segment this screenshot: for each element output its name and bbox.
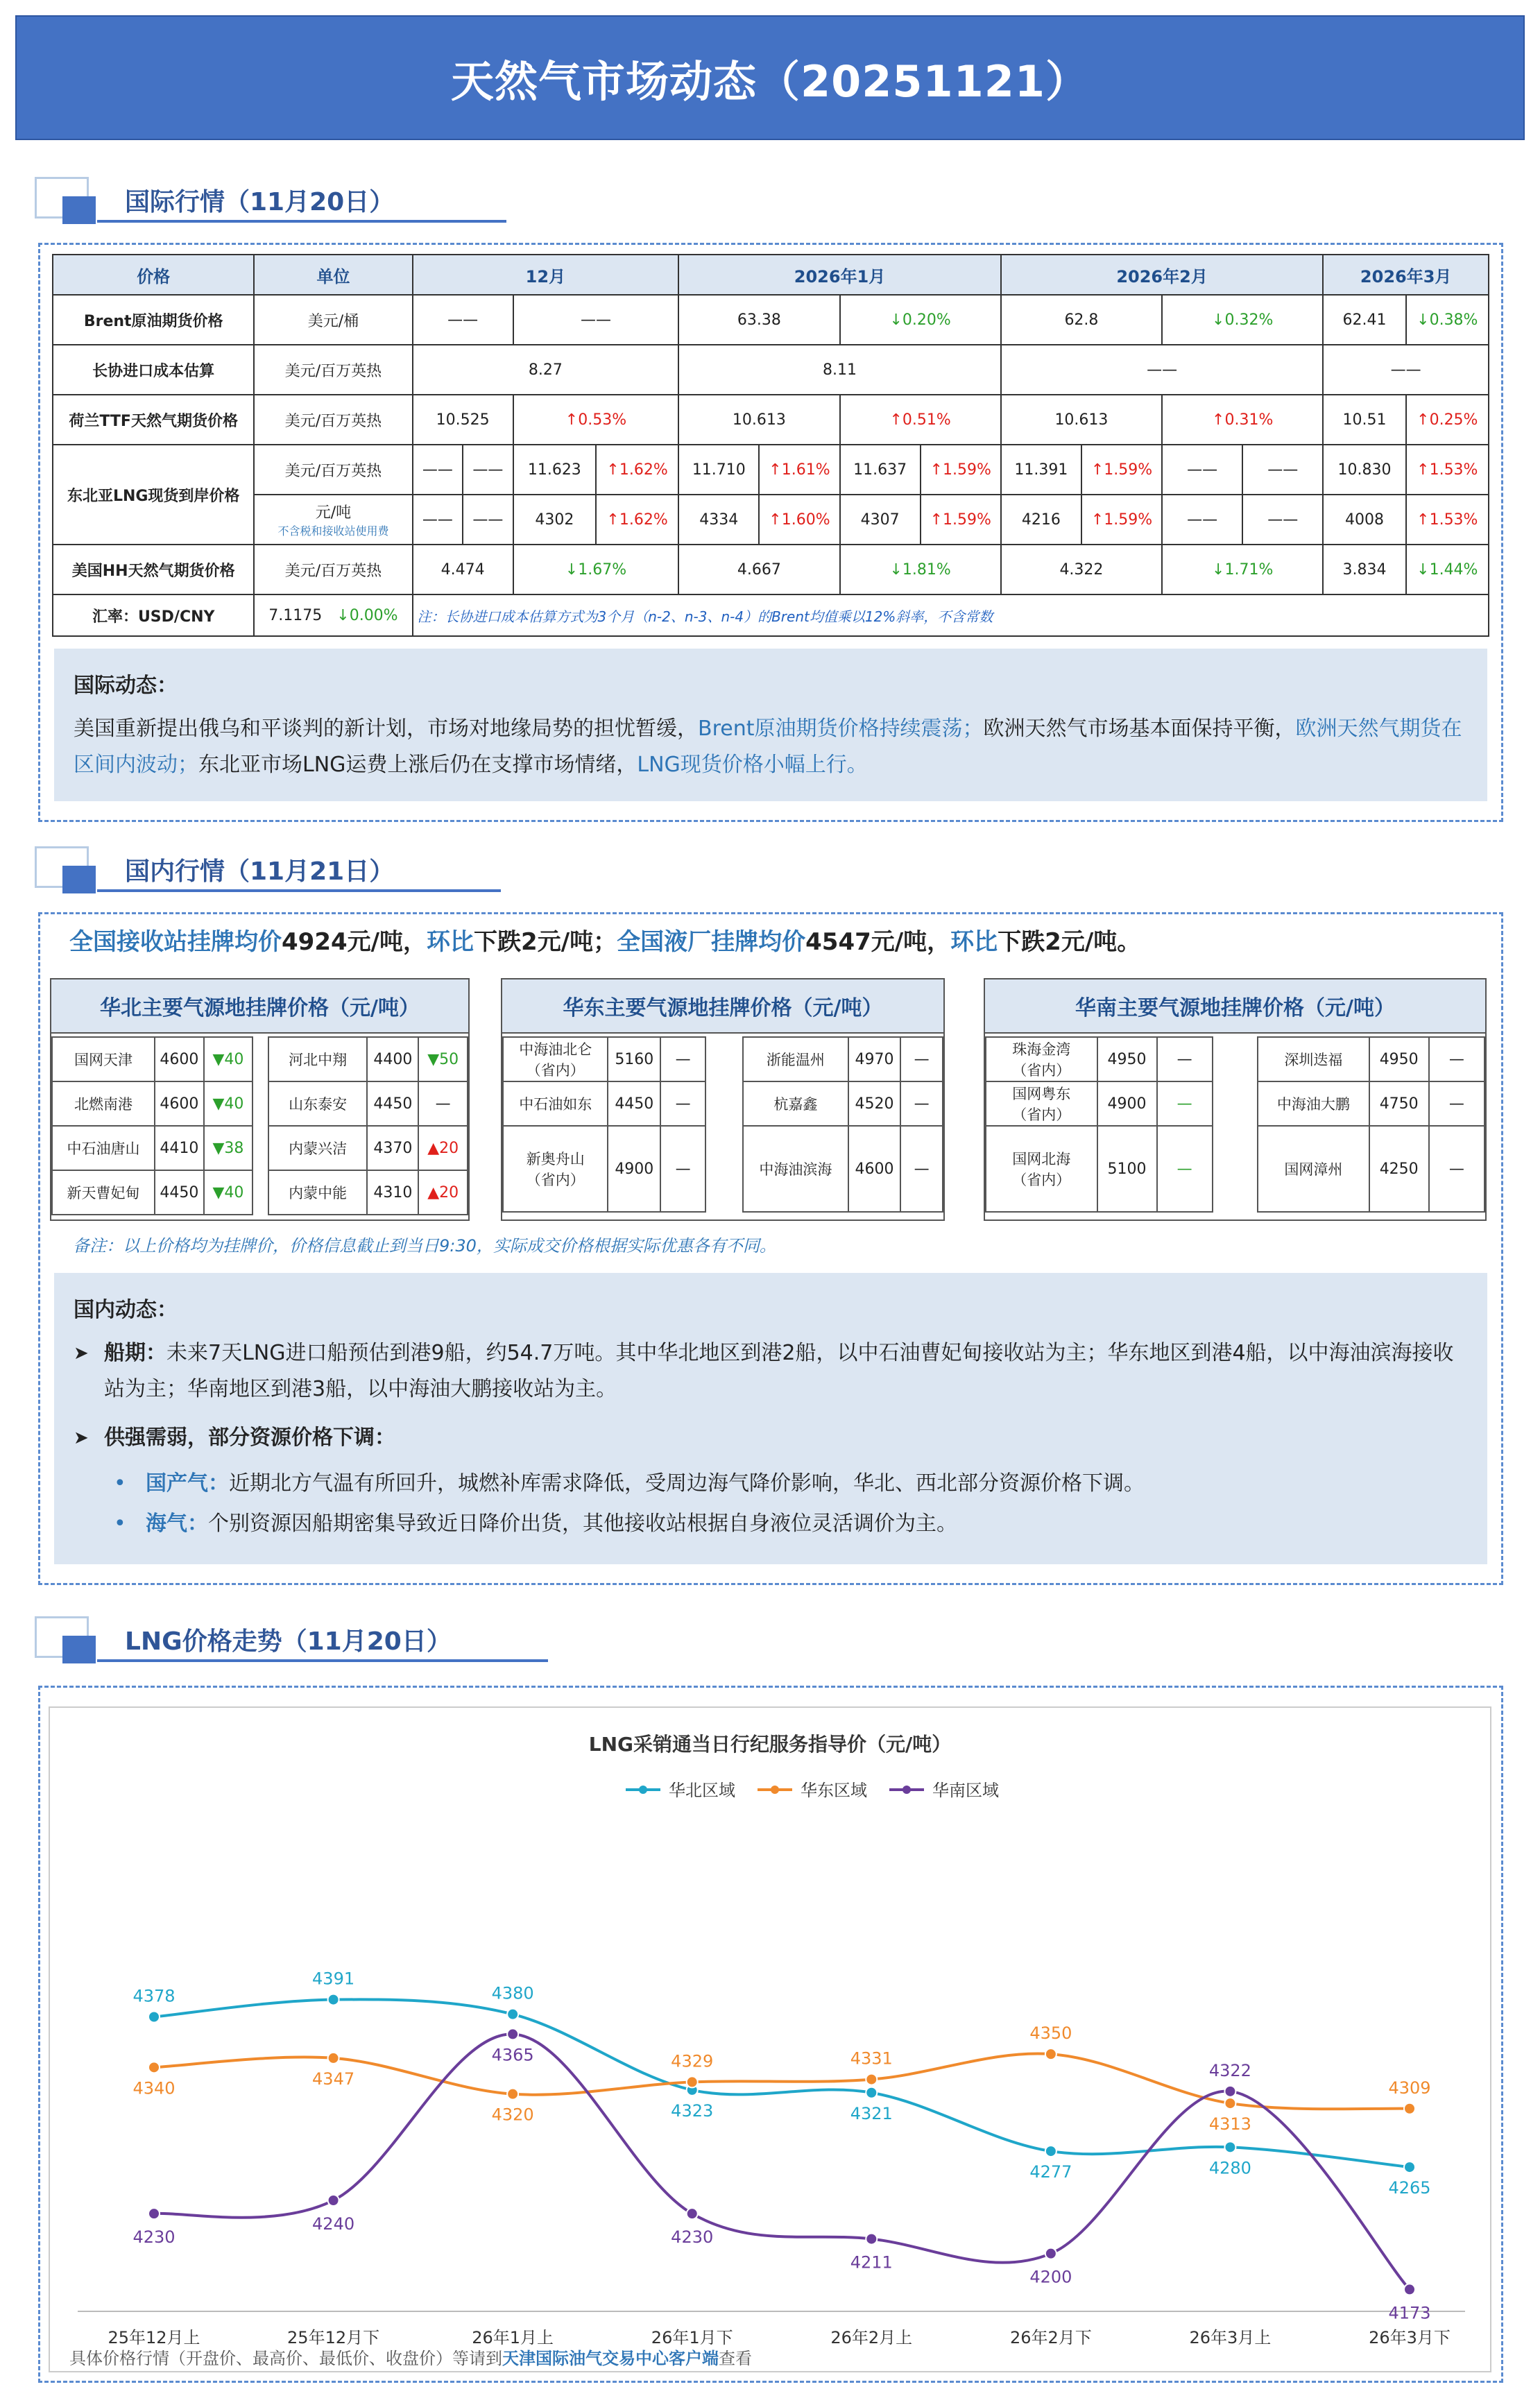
headline-segment: 环比 xyxy=(950,928,998,956)
pipeline-gas-item: • 国产气：近期北方气温有所回升，城燃补库需求降低，受周边海气降价影响，华北、西北部分资源价格下调。 xyxy=(74,1466,1468,1502)
header-mar: 2026年3月 xyxy=(1323,255,1489,295)
headline-segment: 4547元/吨， xyxy=(805,928,951,956)
page-title: 天然气市场动态（20251121） xyxy=(15,15,1525,140)
section-title: 国内行情（11月21日） xyxy=(125,857,395,886)
table-row: 元/吨 不含税和接收站使用费 —— —— 4302 ↑1.62% 4334 ↑1.60% 4307 ↑1.59% 4216 ↑1.59% —— —— 4008 ↑1.53% xyxy=(53,495,1489,545)
source-name: 中海油北仑 （省内） xyxy=(503,1037,608,1081)
south-price-table: 华南主要气源地挂牌价格（元/吨） 珠海金湾 （省内） 4950 — 深圳迭福 4950 — 国网粤东 （省内） 4900 — 中海油大鹏 4750 — 国网北海 （省内） 5100 — 国网漳州 4250 — xyxy=(984,978,1487,1221)
headline-segment: 下跌2元/吨； xyxy=(474,928,617,956)
change-indicator: ▼40 xyxy=(204,1081,253,1126)
data-point xyxy=(507,2009,518,2020)
x-tick-label: 26年1月下 xyxy=(651,2328,733,2347)
change-indicator: ▼38 xyxy=(204,1126,253,1170)
price-value: 4310 xyxy=(367,1170,418,1215)
data-label: 4350 xyxy=(1029,2023,1072,2044)
data-label: 4329 xyxy=(671,2051,714,2071)
data-label: 4265 xyxy=(1388,2178,1431,2198)
price-value: 4900 xyxy=(1097,1081,1157,1126)
change-indicator: — xyxy=(418,1081,468,1126)
intl-dyn-segment: 美国重新提出俄乌和平谈判的新计划，市场对地缘局势的担忧暂缓， xyxy=(74,717,698,741)
data-point xyxy=(328,2053,339,2064)
data-label: 4340 xyxy=(132,2078,176,2098)
headline-segment: 4924元/吨， xyxy=(282,928,427,956)
data-label: 4211 xyxy=(850,2252,893,2273)
change-indicator: — xyxy=(1157,1037,1213,1081)
headline-segment: 全国接收站挂牌均价 xyxy=(69,928,282,956)
price-value: 4600 xyxy=(848,1126,901,1212)
price-value: 4450 xyxy=(367,1081,418,1126)
price-value: 4750 xyxy=(1369,1081,1429,1126)
price-value: 4370 xyxy=(367,1126,418,1170)
table-row: 荷兰TTF天然气期货价格 美元/百万英热 10.525 ↑0.53% 10.613 ↑0.51% 10.613 ↑0.31% 10.51 ↑0.25% xyxy=(53,395,1489,445)
data-label: 4240 xyxy=(312,2214,355,2234)
data-point xyxy=(328,2195,339,2206)
header-feb: 2026年2月 xyxy=(1001,255,1324,295)
source-name: 国网粤东 （省内） xyxy=(986,1081,1097,1126)
table-row: 汇率：USD/CNY 7.1175 ↓0.00% 注：长协进口成本估算方式为3个月（n-2、n-3、n-4）的Brent均值乘以12%斜率，不含常数 xyxy=(53,594,1489,636)
source-name: 中石油唐山 xyxy=(52,1126,155,1170)
source-name: 新奥舟山 （省内） xyxy=(503,1126,608,1212)
data-point xyxy=(687,2076,698,2087)
table-row xyxy=(986,1037,1485,1081)
table-row xyxy=(52,1126,468,1170)
source-name: 中石油如东 xyxy=(503,1081,608,1126)
domestic-headline xyxy=(69,923,1140,957)
price-value: 4410 xyxy=(155,1126,204,1170)
data-label: 4313 xyxy=(1208,2114,1251,2134)
change-indicator: — xyxy=(660,1081,705,1126)
change-indicator: — xyxy=(1429,1037,1485,1081)
data-label: 4320 xyxy=(491,2105,534,2125)
intl-dyn-segment: Brent原油期货价格持续震荡； xyxy=(698,717,984,741)
legend-label: 华南区域 xyxy=(932,1781,999,1800)
section-title: 国际行情（11月20日） xyxy=(125,188,395,216)
x-tick-label: 26年3月上 xyxy=(1189,2328,1272,2347)
x-tick-label: 25年12月上 xyxy=(108,2328,200,2347)
price-value: 4520 xyxy=(848,1081,901,1126)
data-point xyxy=(148,2012,160,2023)
data-label: 4323 xyxy=(671,2100,714,2121)
supply-item: ➤ 供强需弱，部分资源价格下调： xyxy=(74,1420,1468,1456)
north-price-table: 华北主要气源地挂牌价格（元/吨） 国网天津 4600 ▼40 河北中翔 4400 ▼50 北燃南港 4600 ▼40 山东泰安 4450 — 中石油唐山 4410 ▼38 内蒙兴洁 4370 ▲20 新天曹妃甸 4450 ▼40 内蒙中能 4310 ▲20 xyxy=(50,978,470,1221)
data-point xyxy=(687,2208,698,2219)
data-point xyxy=(1224,2141,1235,2152)
header-unit: 单位 xyxy=(254,255,412,295)
section-title: LNG价格走势（11月20日） xyxy=(125,1627,452,1656)
data-label: 4230 xyxy=(132,2227,176,2248)
data-label: 4365 xyxy=(491,2045,534,2065)
price-value: 4600 xyxy=(155,1037,204,1081)
change-indicator: — xyxy=(1429,1081,1485,1126)
source-name: 内蒙中能 xyxy=(268,1170,367,1215)
change-indicator: — xyxy=(1157,1126,1213,1212)
intl-dynamics: 国际动态： 美国重新提出俄乌和平谈判的新计划，市场对地缘局势的担忧暂缓，Brent原油期货价格持续震荡；欧洲天然气市场基本面保持平衡，欧洲天然气期货在区间内波动；东北亚市场LNG运费上涨后仍在支撑市场情绪，LNG现货价格小幅上行。 xyxy=(54,649,1487,801)
header-jan: 2026年1月 xyxy=(678,255,1001,295)
price-remark: 备注：以上价格均为挂牌价，价格信息截止到当日9:30，实际成交价格根据实际优惠各有不同。 xyxy=(73,1236,776,1256)
change-indicator: — xyxy=(1429,1126,1485,1212)
price-value: 4900 xyxy=(608,1126,660,1212)
price-value: 4970 xyxy=(848,1037,901,1081)
headline-segment: 下跌2元/吨。 xyxy=(998,928,1141,956)
client-link[interactable]: 天津国际油气交易中心客户端 xyxy=(502,2349,719,2368)
table-row xyxy=(986,1081,1485,1126)
change-indicator: — xyxy=(1157,1081,1213,1126)
table-row: 东北亚LNG现货到岸价格 美元/百万英热 —— —— 11.623 ↑1.62% 11.710 ↑1.61% 11.637 ↑1.59% 11.391 ↑1.59% —— —— 10.830 ↑1.53% xyxy=(53,445,1489,495)
legend-marker xyxy=(902,1786,911,1794)
shipping-item: ➤ 船期：未来7天LNG进口船预估到港9船，约54.7万吨。其中华北地区到港2船，以中石油曹妃甸接收站为主；华东地区到港4船，以中海油滨海接收站为主；华南地区到港3船，以中海油大鹏接收站为主。 xyxy=(74,1335,1468,1407)
source-name: 河北中翔 xyxy=(268,1037,367,1081)
source-name: 浙能温州 xyxy=(743,1037,848,1081)
change-indicator: ▲20 xyxy=(418,1126,468,1170)
change-indicator: — xyxy=(660,1126,705,1212)
data-label: 4331 xyxy=(850,2048,893,2069)
data-point xyxy=(1224,2098,1235,2109)
data-point xyxy=(328,1994,339,2005)
price-value: 4600 xyxy=(155,1081,204,1126)
data-label: 4277 xyxy=(1029,2162,1072,2182)
data-label: 4347 xyxy=(312,2069,355,2089)
data-label: 4378 xyxy=(132,1986,176,2006)
data-point xyxy=(507,2089,518,2100)
source-name: 深圳迭福 xyxy=(1258,1037,1369,1081)
data-point xyxy=(148,2208,160,2219)
table-row xyxy=(986,1126,1485,1212)
x-tick-label: 26年3月下 xyxy=(1369,2328,1451,2347)
data-label: 4321 xyxy=(850,2103,893,2123)
data-point xyxy=(507,2028,518,2039)
price-value: 5160 xyxy=(608,1037,660,1081)
source-name: 国网漳州 xyxy=(1258,1126,1369,1212)
source-name: 中海油滨海 xyxy=(743,1126,848,1212)
header-price: 价格 xyxy=(53,255,254,295)
data-point xyxy=(1045,2248,1056,2259)
data-label: 4322 xyxy=(1208,2060,1251,2080)
source-name: 山东泰安 xyxy=(268,1081,367,1126)
price-value: 4450 xyxy=(155,1170,204,1215)
source-name: 珠海金湾 （省内） xyxy=(986,1037,1097,1081)
domestic-dynamics: 国内动态： ➤ 船期：未来7天LNG进口船预估到港9船，约54.7万吨。其中华北地区到港2船，以中石油曹妃甸接收站为主；华东地区到港4船，以中海油滨海接收站为主；华南地区到港3船，以中海油大鹏接收站为主。 ➤ 供强需弱，部分资源价格下调： • 国产气：近期北方气温有所回升，城燃补库需求降低，受周边海气降价影响，华北、西北部分资源价格下调。 • 海气：个别资源因船期密集导致近日降价出货，其他接收站根据自身液位灵活调价为主。 xyxy=(54,1273,1487,1564)
x-tick-label: 26年2月上 xyxy=(830,2328,913,2347)
data-point xyxy=(1045,2146,1056,2157)
table-row xyxy=(503,1126,943,1212)
data-label: 4230 xyxy=(671,2227,714,2248)
data-point xyxy=(1224,2086,1235,2097)
data-point xyxy=(1045,2048,1056,2060)
data-point xyxy=(866,2234,877,2245)
east-price-table: 华东主要气源地挂牌价格（元/吨） 中海油北仑 （省内） 5160 — 浙能温州 4970 — 中石油如东 4450 — 杭嘉鑫 4520 — 新奥舟山 （省内） 4900 — 中海油滨海 4600 — xyxy=(501,978,945,1221)
price-value: 4250 xyxy=(1369,1126,1429,1212)
source-name: 新天曹妃甸 xyxy=(52,1170,155,1215)
legend-marker xyxy=(639,1786,647,1794)
source-name: 国网北海 （省内） xyxy=(986,1126,1097,1212)
price-value: 4400 xyxy=(367,1037,418,1081)
change-indicator: — xyxy=(900,1037,943,1081)
data-point xyxy=(1404,2284,1415,2295)
legend-label: 华北区域 xyxy=(669,1781,735,1800)
data-point xyxy=(866,2074,877,2085)
data-point xyxy=(1404,2103,1415,2114)
table-row xyxy=(503,1081,943,1126)
source-name: 内蒙兴洁 xyxy=(268,1126,367,1170)
data-point xyxy=(1404,2162,1415,2173)
sea-gas-item: • 海气：个别资源因船期密集导致近日降价出货，其他接收站根据自身液位灵活调价为主。 xyxy=(74,1506,1468,1542)
headline-segment: 环比 xyxy=(427,928,474,956)
x-tick-label: 26年2月下 xyxy=(1009,2328,1092,2347)
change-indicator: — xyxy=(660,1037,705,1081)
data-label: 4173 xyxy=(1388,2303,1431,2323)
data-label: 4280 xyxy=(1208,2158,1251,2178)
change-indicator: — xyxy=(900,1126,943,1212)
chart-title: LNG采销通当日行纪服务指导价（元/吨） xyxy=(588,1733,952,1756)
source-name: 国网天津 xyxy=(52,1037,155,1081)
data-label: 4380 xyxy=(491,1983,534,2003)
intl-dyn-segment: 东北亚市场LNG运费上涨后仍在支撑市场情绪， xyxy=(198,753,638,777)
table-row: 美国HH天然气期货价格 美元/百万英热 4.474 ↓1.67% 4.667 ↓1.81% 4.322 ↓1.71% 3.834 ↓1.44% xyxy=(53,545,1489,594)
intl-dyn-segment: LNG现货价格小幅上行。 xyxy=(637,753,868,777)
source-name: 北燃南港 xyxy=(52,1081,155,1126)
intl-dyn-segment: 欧洲天然气市场基本面保持平衡， xyxy=(983,717,1296,741)
table-row xyxy=(52,1081,468,1126)
table-row xyxy=(52,1037,468,1081)
data-point xyxy=(866,2087,877,2098)
legend-label: 华东区域 xyxy=(801,1781,867,1800)
change-indicator: ▲20 xyxy=(418,1170,468,1215)
x-tick-label: 25年12月下 xyxy=(287,2328,380,2347)
intl-dynamics-text xyxy=(74,711,1468,783)
price-value: 4950 xyxy=(1369,1037,1429,1081)
table-row xyxy=(503,1037,943,1081)
source-name: 杭嘉鑫 xyxy=(743,1081,848,1126)
intl-price-table xyxy=(52,254,1489,637)
data-point xyxy=(148,2062,160,2073)
change-indicator: — xyxy=(900,1081,943,1126)
lng-chart xyxy=(49,1706,1491,2372)
price-value: 4450 xyxy=(608,1081,660,1126)
price-value: 4950 xyxy=(1097,1037,1157,1081)
data-label: 4200 xyxy=(1029,2267,1072,2287)
footer-note: 具体价格行情（开盘价、最高价、最低价、收盘价）等请到天津国际油气交易中心客户端查看 xyxy=(69,2349,752,2368)
lng-line-chart xyxy=(50,1708,1490,2371)
change-indicator: ▼40 xyxy=(204,1170,253,1215)
table-row: 长协进口成本估算 美元/百万英热 8.27 8.11 —— —— xyxy=(53,345,1489,395)
table-row xyxy=(52,1170,468,1215)
x-tick-label: 26年1月上 xyxy=(472,2328,554,2347)
source-name: 中海油大鹏 xyxy=(1258,1081,1369,1126)
legend-marker xyxy=(771,1786,779,1794)
data-label: 4391 xyxy=(312,1969,355,1989)
data-label: 4309 xyxy=(1388,2078,1431,2098)
price-value: 5100 xyxy=(1097,1126,1157,1212)
change-indicator: ▼40 xyxy=(204,1037,253,1081)
headline-segment: 全国液厂挂牌均价 xyxy=(617,928,806,956)
table-row: Brent原油期货价格 美元/桶 —— —— 63.38 ↓0.20% 62.8 ↓0.32% 62.41 ↓0.38% xyxy=(53,295,1489,345)
header-dec: 12月 xyxy=(413,255,679,295)
change-indicator: ▼50 xyxy=(418,1037,468,1081)
intl-dyn-segment: 欧洲天然气期货在区间内波动； xyxy=(74,717,1462,777)
